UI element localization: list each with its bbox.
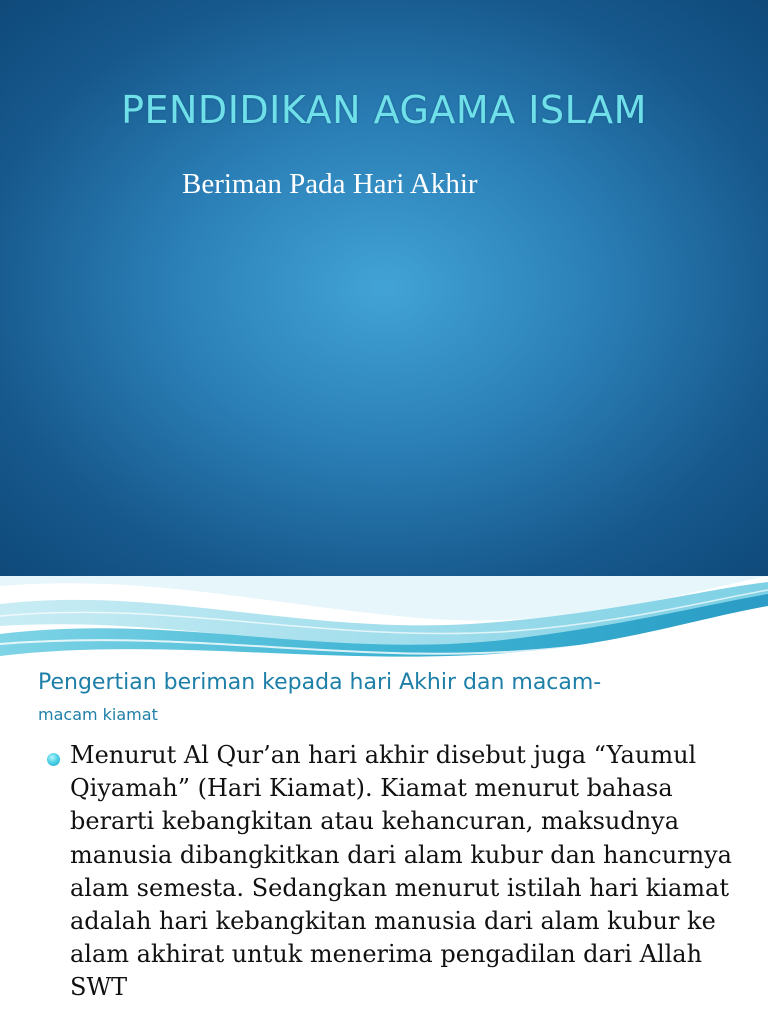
bullet-line: adalah hari kebangkitan manusia dari alam kubur ke — [70, 907, 716, 936]
bullet-icon — [47, 753, 60, 766]
bullet-line: Qiyamah” (Hari Kiamat). Kiamat menurut bahasa — [70, 774, 673, 803]
section-heading: Pengertian beriman kepada hari Akhir dan macam- — [38, 670, 602, 695]
slide-title: PENDIDIKAN AGAMA ISLAM — [121, 88, 647, 132]
bullet-line: SWT — [70, 973, 128, 1002]
bullet-line: Menurut Al Qur’an hari akhir disebut juga “Yaumul — [70, 741, 697, 769]
bullet-line: alam semesta. Sedangkan menurut istilah hari kiamat — [70, 873, 730, 902]
wave-decoration — [0, 576, 768, 666]
slide-subtitle: Beriman Pada Hari Akhir — [182, 168, 478, 200]
bullet-line: alam akhirat untuk menerima pengadilan dari Allah — [70, 940, 703, 969]
section-heading-continued: macam kiamat — [38, 705, 158, 724]
bullet-paragraph — [70, 739, 760, 1005]
bullet-line: berarti kebangkitan atau kehancuran, maksudnya — [70, 807, 680, 836]
bullet-line: manusia dibangkitkan dari alam kubur dan hancurnya — [70, 840, 732, 869]
